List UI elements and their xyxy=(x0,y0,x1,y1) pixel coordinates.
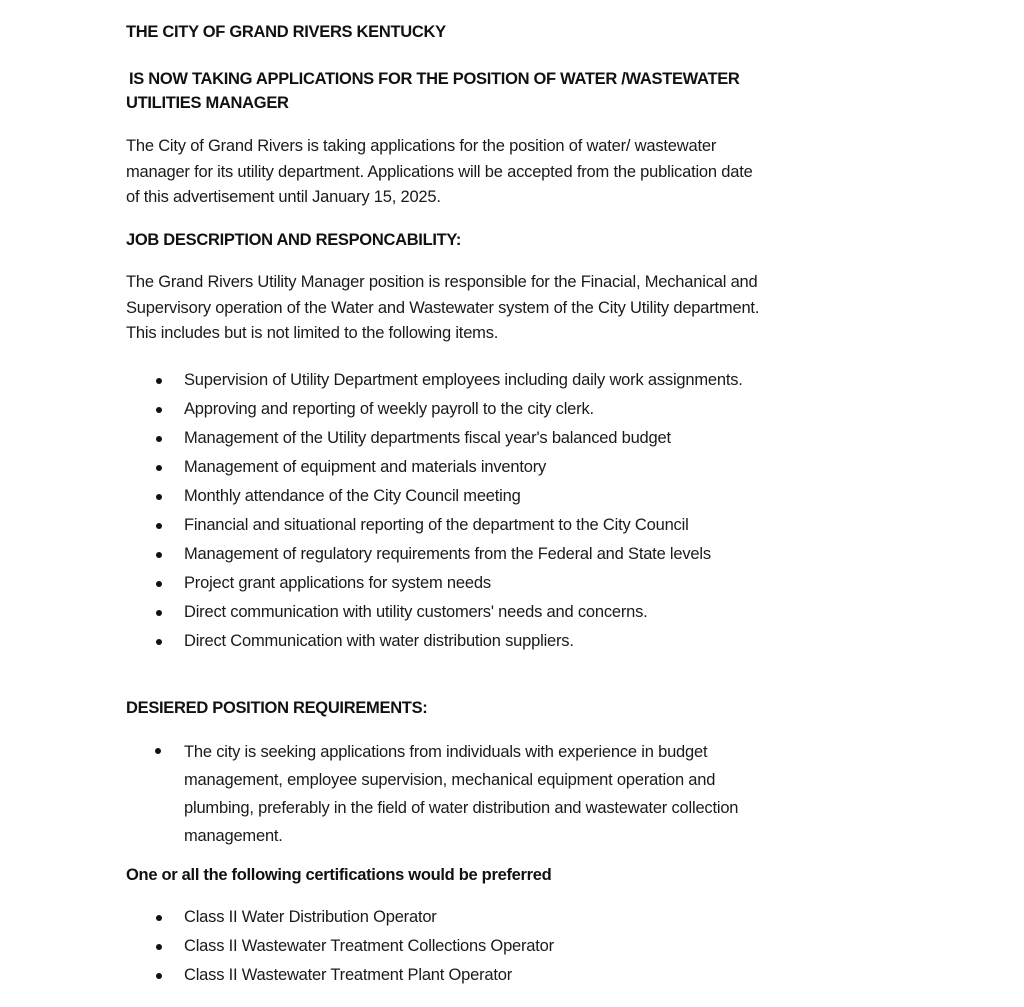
job-description-line: This includes but is not limited to the following items. xyxy=(126,324,499,342)
bullet-icon xyxy=(156,552,162,558)
list-item-text: Monthly attendance of the City Council meeting xyxy=(184,487,521,505)
bullet-icon xyxy=(156,436,162,442)
list-item-text: Class II Wastewater Treatment Collections Operator xyxy=(184,937,554,955)
headline-line-2: UTILITIES MANAGER xyxy=(126,94,289,112)
list-item-text: Class II Water Distribution Operator xyxy=(184,908,437,926)
requirements-line: plumbing, preferably in the field of water distribution and wastewater collection xyxy=(184,799,739,817)
list-item-text: Class II Wastewater Treatment Plant Operator xyxy=(184,966,513,984)
intro-line: of this advertisement until January 15, 2025. xyxy=(126,188,441,206)
city-title: THE CITY OF GRAND RIVERS KENTUCKY xyxy=(126,23,446,41)
bullet-icon xyxy=(156,378,162,384)
job-description-heading: JOB DESCRIPTION AND RESPONCABILITY: xyxy=(126,231,462,249)
requirements-line: management. xyxy=(184,827,283,845)
job-description-paragraph xyxy=(126,270,759,347)
list-item-text: Project grant applications for system needs xyxy=(184,574,491,592)
list-item-text: Supervision of Utility Department employees including daily work assignments. xyxy=(184,371,743,389)
bullet-icon xyxy=(156,407,162,413)
bullet-icon xyxy=(156,494,162,500)
list-item-text: Direct Communication with water distribution suppliers. xyxy=(184,632,574,650)
bullet-icon xyxy=(156,973,162,979)
headline-line-1: IS NOW TAKING APPLICATIONS FOR THE POSITION OF WATER /WASTEWATER xyxy=(129,70,740,88)
list-item-text: Approving and reporting of weekly payroll to the city clerk. xyxy=(184,400,594,418)
job-description-line: The Grand Rivers Utility Manager position is responsible for the Finacial, Mechanical and xyxy=(126,273,758,291)
certifications-heading: One or all the following certifications would be preferred xyxy=(126,866,552,884)
bullet-icon xyxy=(156,915,162,921)
bullet-icon xyxy=(156,465,162,471)
intro-line: The City of Grand Rivers is taking applications for the position of water/ wastewater xyxy=(126,137,717,155)
bullet-icon xyxy=(155,748,161,754)
list-item-text: Direct communication with utility customers' needs and concerns. xyxy=(184,603,648,621)
requirements-item xyxy=(184,738,738,850)
bullet-icon xyxy=(156,639,162,645)
list-item-text: Management of the Utility departments fiscal year's balanced budget xyxy=(184,429,671,447)
bullet-icon xyxy=(156,581,162,587)
list-item-text: Management of regulatory requirements from the Federal and State levels xyxy=(184,545,711,563)
requirements-heading: DESIERED POSITION REQUIREMENTS: xyxy=(126,699,428,717)
bullet-icon xyxy=(156,944,162,950)
list-item-text: Financial and situational reporting of the department to the City Council xyxy=(184,516,689,534)
list-item-text: Management of equipment and materials inventory xyxy=(184,458,547,476)
bullet-icon xyxy=(156,523,162,529)
intro-line: manager for its utility department. Applications will be accepted from the publication date xyxy=(126,162,753,181)
requirements-line: The city is seeking applications from individuals with experience in budget xyxy=(184,743,708,761)
intro-paragraph xyxy=(126,134,753,211)
bullet-icon xyxy=(156,610,162,616)
job-description-line: Supervisory operation of the Water and Wastewater system of the City Utility department. xyxy=(126,298,760,317)
requirements-line: management, employee supervision, mechanical equipment operation and xyxy=(184,771,716,789)
